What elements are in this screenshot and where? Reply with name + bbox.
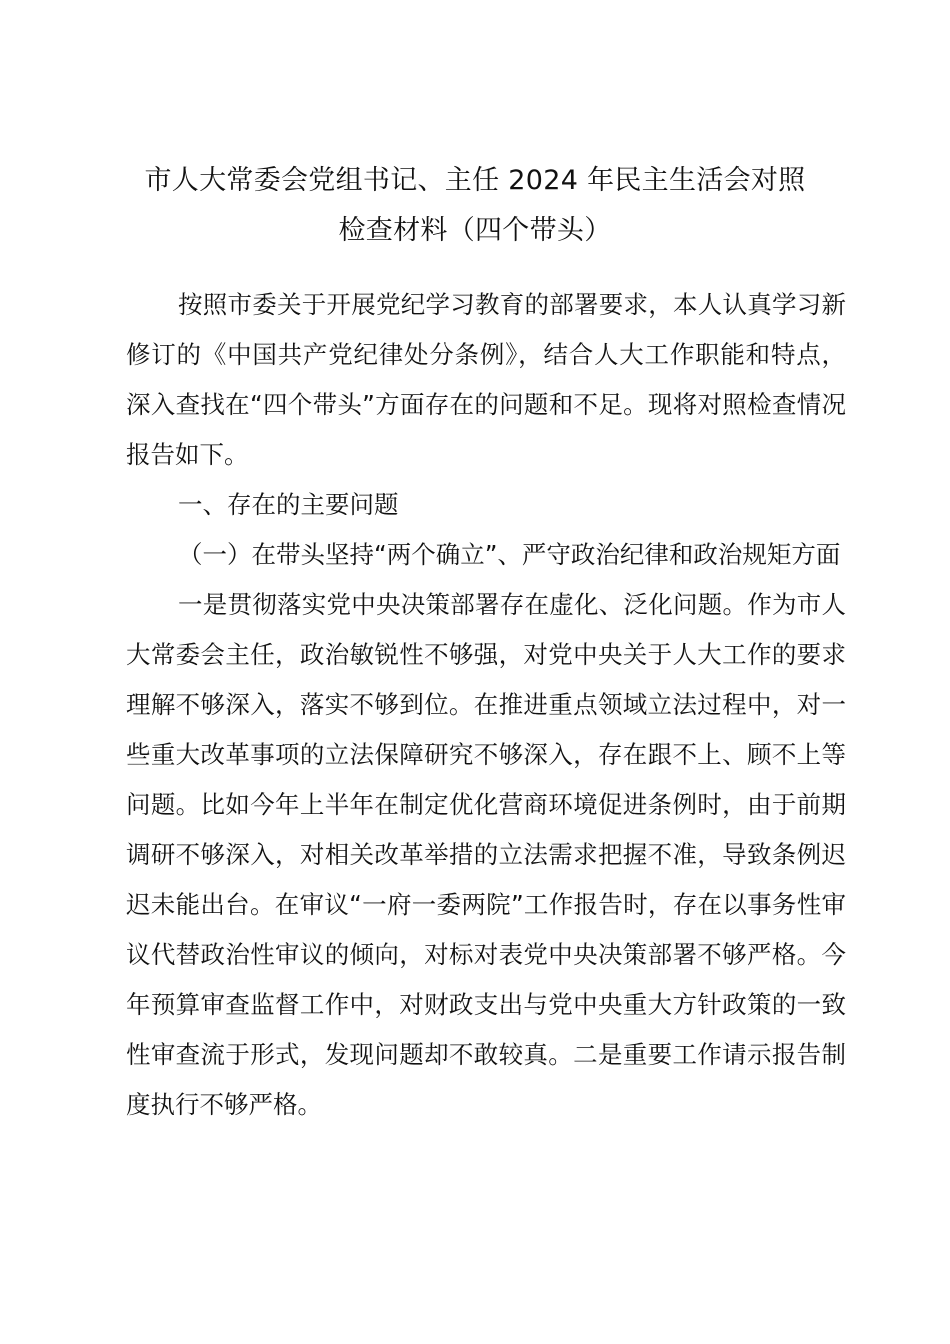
document-title (100, 156, 850, 256)
intro-paragraph: 按照市委关于开展党纪学习教育的部署要求，本人认真学习新修订的《中国共产党纪律处分条例》，结合人大工作职能和特点，深入查找在“四个带头”方面存在的问题和不足。现将对照检查情况报告如下。 (126, 290, 846, 469)
title-line-1: 市人大常委会党组书记、主任 2024 年民主生活会对照 (144, 165, 806, 196)
section-heading: 一、存在的主要问题 (178, 490, 399, 519)
document-body (126, 280, 846, 1130)
body-paragraph: 一是贯彻落实党中央决策部署存在虚化、泛化问题。作为市人大常委会主任，政治敏锐性不够强，对党中央关于人大工作的要求理解不够深入，落实不够到位。在推进重点领域立法过程中，对一些重大改革事项的立法保障研究不够深入，存在跟不上、顾不上等问题。比如今年上半年在制定优化营商环境促进条例时，由于前期调研不够深入，对相关改革举措的立法需求把握不准，导致条例迟迟未能出台。在审议“一府一委两院”工作报告时，存在以事务性审议代替政治性审议的倾向，对标对表党中央决策部署不够严格。今年预算审查监督工作中，对财政支出与党中央重大方针政策的一致性审查流于形式，发现问题却不敢较真。二是重要工作请示报告制度执行不够严格。 (126, 590, 846, 1119)
title-line-2: 检查材料（四个带头） (338, 215, 612, 246)
subsection-heading: （一）在带头坚持“两个确立”、严守政治纪律和政治规矩方面 (178, 540, 841, 569)
